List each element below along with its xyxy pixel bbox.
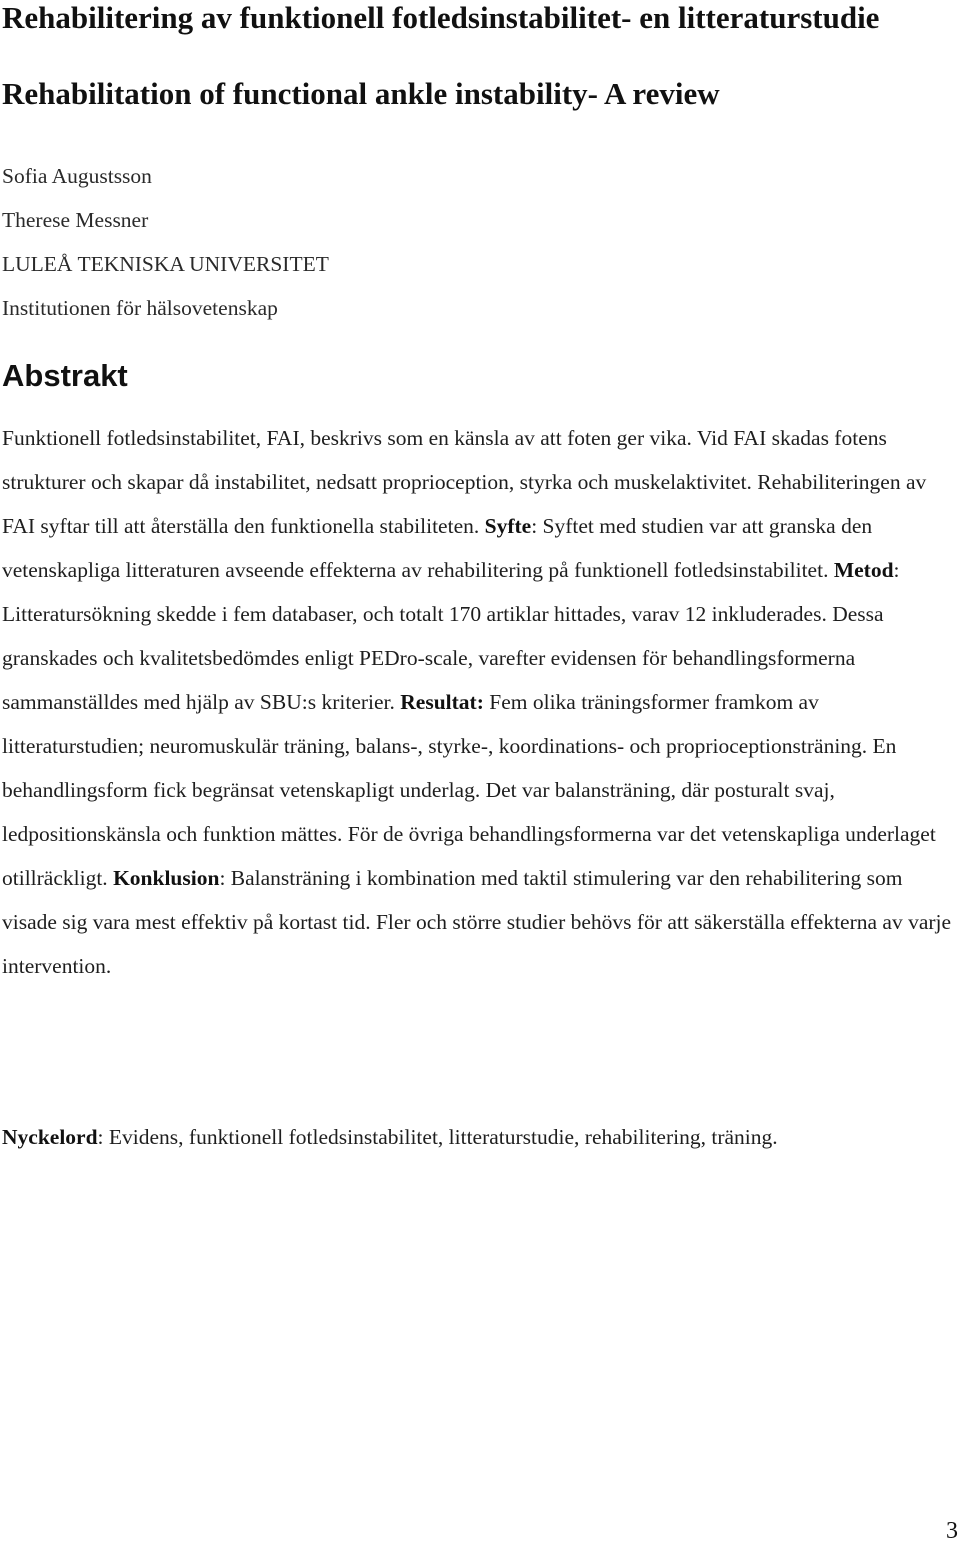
university-name: LULEÅ TEKNISKA UNIVERSITET — [2, 252, 329, 276]
method-text: : Litteratursökning skedde i fem databaser, och totalt 170 artiklar hittades, varav 12 inkluderades. Dessa granskades och kvalitetsbedömdes enligt PEDro-scale, varefter evidensen för behandlingsformerna sammanställdes med hjälp av SBU:s kriterier. — [2, 558, 900, 714]
document-title-english: Rehabilitation of functional ankle instability- A review — [2, 76, 720, 111]
keywords-text: : Evidens, funktionell fotledsinstabilitet, litteraturstudie, rehabilitering, träning. — [97, 1125, 778, 1149]
page-number: 3 — [946, 1518, 958, 1544]
conclusion-text: : Balansträning i kombination med taktil stimulering var den rehabilitering som visade sig vara mest effektiv på kortast tid. Fler och större studier behövs för att säkerställa effekterna av varje intervention. — [2, 866, 952, 978]
aim-text: : Syftet med studien var att granska den vetenskapliga litteraturen avseende effekterna av rehabilitering på funktionell fotledsinstabilitet. — [2, 514, 873, 582]
results-label: Resultat: — [400, 690, 484, 714]
abstract-intro: Funktionell fotledsinstabilitet, FAI, beskrivs som en känsla av att foten ger vika. Vid FAI skadas fotens strukturer och skapar då instabilitet, nedsatt proprioception, styrka och muskelaktivitet. Rehabiliteringen av FAI syftar till att återställa den funktionella stabiliteten. — [2, 426, 927, 538]
method-label: Metod — [833, 558, 894, 582]
abstract-heading: Abstrakt — [2, 358, 128, 393]
author-block — [2, 154, 329, 330]
conclusion-label: Konklusion — [113, 866, 220, 890]
keywords-line — [2, 1115, 958, 1159]
author-name: Therese Messner — [2, 208, 149, 232]
keywords-label: Nyckelord — [2, 1125, 98, 1149]
author-name: Sofia Augustsson — [2, 164, 152, 188]
document-title-swedish: Rehabilitering av funktionell fotledsinstabilitet- en litteraturstudie — [2, 0, 880, 35]
aim-label: Syfte — [484, 514, 532, 538]
results-text: Fem olika träningsformer framkom av litteraturstudien; neuromuskulär träning, balans-, styrke-, koordinations- och proprioceptionsträning. En behandlingsform fick begränsat vetenskapligt underlag. Det var balansträning, där posturalt svaj, ledpositionskänsla och funktion mättes. För de övriga behandlingsformerna var det vetenskapliga underlaget otillräckligt. — [2, 690, 936, 890]
department-name: Institutionen för hälsovetenskap — [2, 296, 278, 320]
abstract-body — [2, 416, 958, 988]
